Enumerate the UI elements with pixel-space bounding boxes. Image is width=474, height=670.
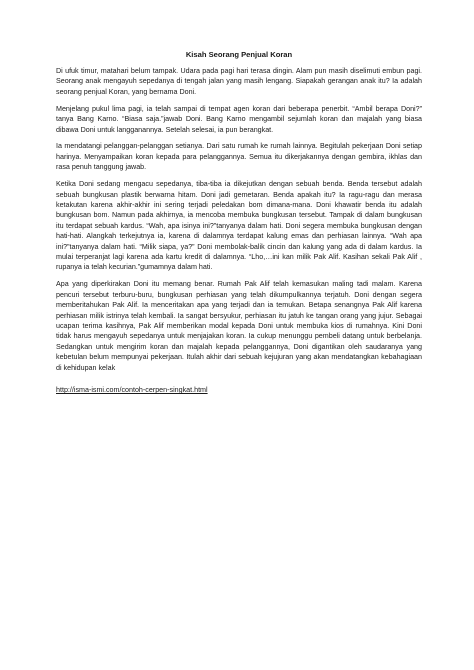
source-link[interactable]: http://isma-ismi.com/contoh-cerpen-singkat.html: [56, 386, 208, 395]
paragraph-1: Di ufuk timur, matahari belum tampak. Udara pada pagi hari terasa dingin. Alam pun masih diselimuti embun pagi. Seorang anak mengayuh sepedanya di tengah jalan yang masih lengang. Siapakah gerangan anak itu? Ia adalah seorang penjual Koran, yang bernama Doni.: [56, 67, 422, 96]
paragraph-2: Menjelang pukul lima pagi, ia telah sampai di tempat agen koran dari beberapa penerbit. “Ambil berapa Doni?” tanya Bang Karno. “Biasa saja.”jawab Doni. Bang Karno mengambil sejumlah koran dan majalah yang biasa dibawa Doni untuk langganannya. Setelah selesai, ia pun berangkat.: [56, 104, 422, 134]
paragraph-3: Ia mendatangi pelanggan-pelanggan setianya. Dari satu rumah ke rumah lainnya. Begitulah pekerjaan Doni setiap harinya. Menyampaikan koran kepada para pelanggannya. Semua itu dikerjakannya dengan gembira, ikhlas dan rasa penuh tanggung jawab.: [56, 142, 422, 172]
document-title: Kisah Seorang Penjual Koran: [185, 50, 293, 59]
paragraph-5: Apa yang diperkirakan Doni itu memang benar. Rumah Pak Alif telah kemasukan maling tadi malam. Karena pencuri tersebut terburu-buru, bungkusan perhiasan yang telah dikumpulkannya terjatuh. Doni dengan segera memberitahukan Pak Alif. Ia menceritakan apa yang terjadi dan ia temukan. Betapa senangnya Pak Alif karena perhiasan milik istrinya telah kembali. Ia sangat bersyukur, perhiasan itu jatuh ke tangan orang yang jujur. Sebagai ucapan terima kasihnya, Pak Alif memberikan modal kepada Doni untuk membuka kios di rumahnya. Kini Doni tidak harus mengayuh sepedanya untuk menjajakan koran. Ia cukup menunggu pembeli datang untuk berbelanja. Sedangkan untuk mengirim koran dan majalah kepada pelanggannya, Doni digantikan oleh saudaranya yang kebetulan belum mempunyai pekerjaan. Itulah akhir dari sebuah kejujuran yang akan mendatangkan kebahagiaan di kehidupan kelak: [56, 280, 422, 372]
paragraph-4: Ketika Doni sedang mengacu sepedanya, tiba-tiba ia dikejutkan dengan sebuah benda. Benda tersebut adalah sebuah bungkusan plastik berwarna hitam. Doni jadi gemetaran. Benda apakah itu? Ia ragu-ragu dan merasa ketakutan karena akhir-akhir ini sering terjadi peledakan bom dimana-mana. Doni khawatir benda itu adalah bungkusan bom. Namun pada akhirnya, ia mencoba membuka bungkusan tersebut. Tampak di dalam bungkusan itu terdapat sebuah kardus. “Wah, apa isinya ini?”tanyanya dalam hati. Doni segera membuka bungkusan dengan hati-hati. Alangkah terkejutnya ia, karena di dalamnya terdapat kalung emas dan perhiasan lainnya. “Wah apa ini?”tanyanya dalam hati. “Milik siapa, ya?” Doni membolak-balik cincin dan kalung yang ada di dalam kardus. Ia mulai terperanjat lagi karena ada kartu kredit di dalamnya. “Lho,…ini kan milik Pak Alif. Kasihan sekali Pak Alif , rupanya ia telah kecurian.”gumamnya dalam hati.: [56, 180, 422, 272]
document-page: [56, 50, 422, 397]
